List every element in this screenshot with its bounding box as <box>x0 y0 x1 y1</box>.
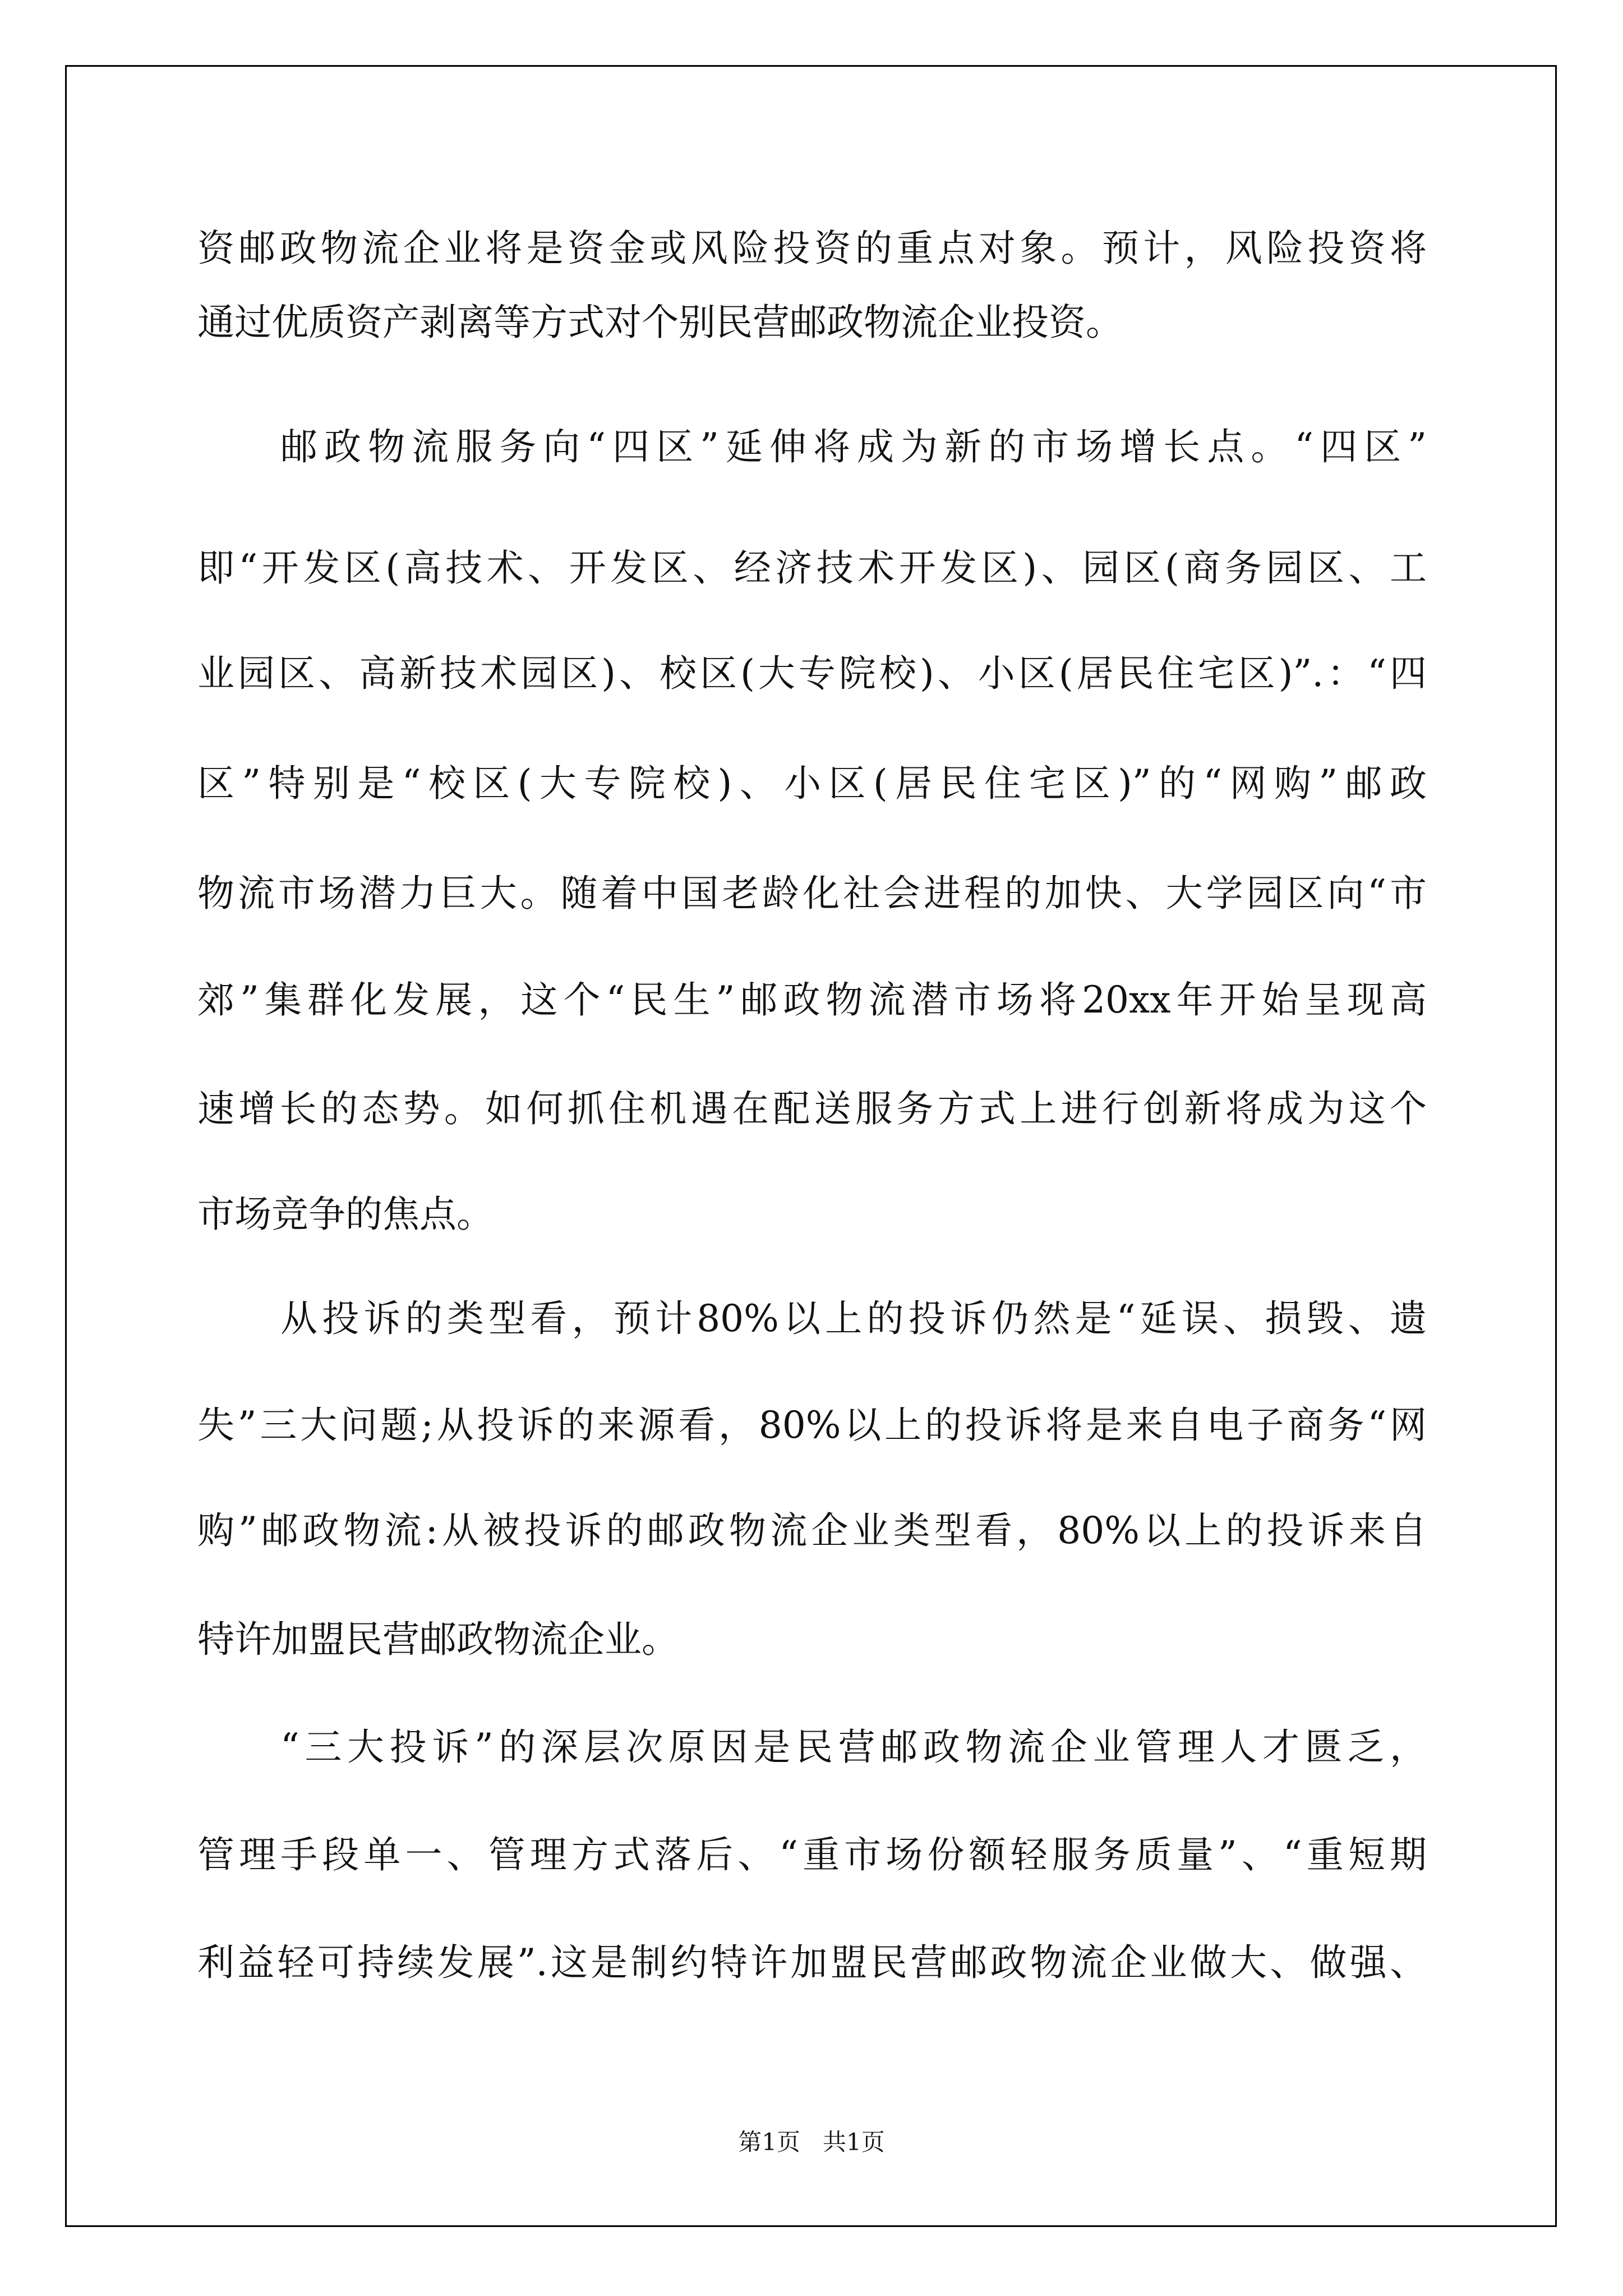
text-line: 资邮政物流企业将是资金或风险投资的重点对象。预计，风险投资将 <box>197 227 1427 270</box>
text-line: 特许加盟民营邮政物流企业。 <box>197 1618 679 1661</box>
text-line: 通过优质资产剥离等方式对个别民营邮政物流企业投资。 <box>197 301 1123 344</box>
text-line: 区”特别是“校区(大专院校)、小区(居民住宅区)”的“网购”邮政 <box>197 762 1427 805</box>
paragraph-first-line: “三大投诉”的深层次原因是民营邮政物流企业管理人才匮乏， <box>280 1726 1427 1769</box>
paragraph-first-line: 邮政物流服务向“四区”延伸将成为新的市场增长点。“四区” <box>280 425 1427 468</box>
text-line: 速增长的态势。如何抓住机遇在配送服务方式上进行创新将成为这个 <box>197 1087 1427 1130</box>
text-line: 市场竞争的焦点。 <box>197 1193 494 1236</box>
page-border <box>65 65 1557 2227</box>
text-line: 利益轻可持续发展”.这是制约特许加盟民营邮政物流企业做大、做强、 <box>197 1941 1427 1984</box>
paragraph-first-line: 从投诉的类型看，预计80%以上的投诉仍然是“延误、损毁、遗 <box>280 1297 1427 1340</box>
text-line: 管理手段单一、管理方式落后、“重市场份额轻服务质量”、“重短期 <box>197 1833 1427 1876</box>
text-line: 业园区、高新技术园区)、校区(大专院校)、小区(居民住宅区)”.：“四 <box>197 652 1427 695</box>
text-line: 物流市场潜力巨大。随着中国老龄化社会进程的加快、大学园区向“市 <box>197 872 1427 915</box>
text-line: 郊”集群化发展，这个“民生”邮政物流潜市场将20xx年开始呈现高 <box>197 978 1427 1022</box>
text-line: 失”三大问题;从投诉的来源看，80%以上的投诉将是来自电子商务“网 <box>197 1404 1427 1447</box>
text-line: 即“开发区(高技术、开发区、经济技术开发区)、园区(商务园区、工 <box>197 546 1427 590</box>
page-number-footer: 第1页 共1页 <box>738 2128 885 2156</box>
text-line: 购”邮政物流:从被投诉的邮政物流企业类型看，80%以上的投诉来自 <box>197 1509 1427 1552</box>
